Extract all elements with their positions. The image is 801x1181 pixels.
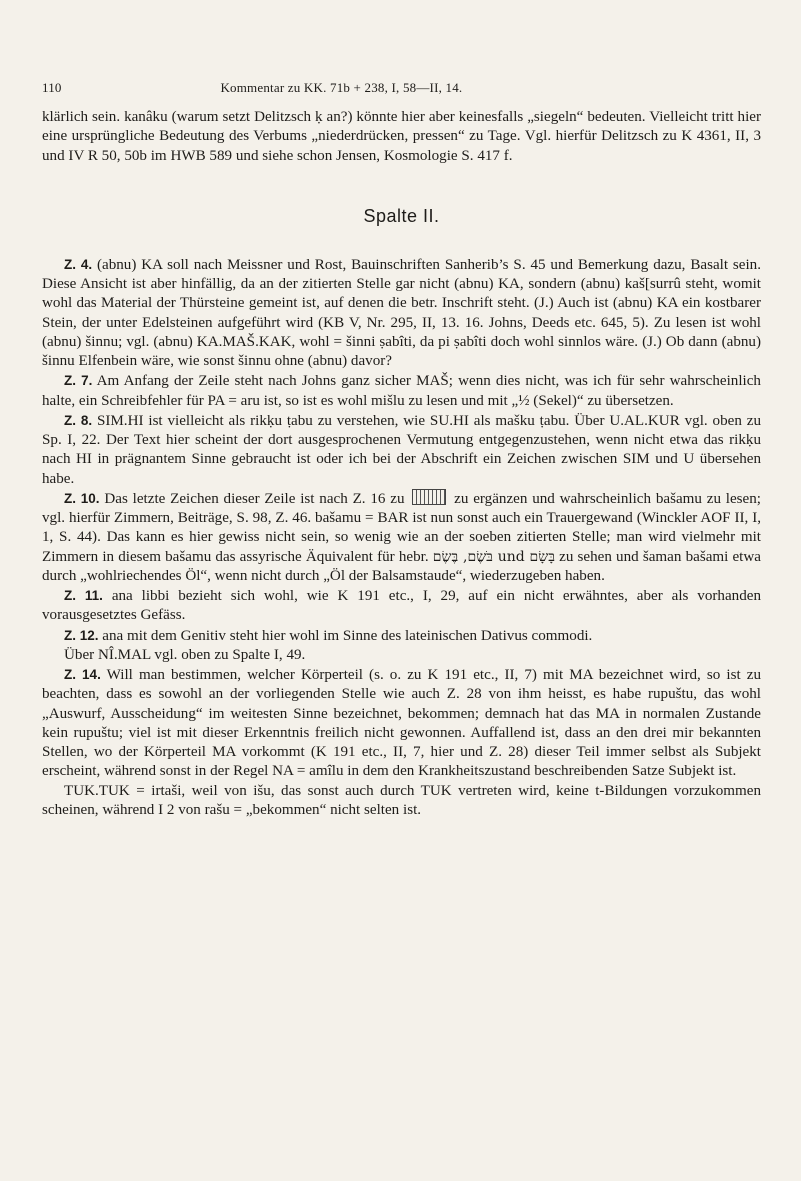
- paragraph-z4: [42, 255, 761, 372]
- line-label: Z. 10.: [64, 490, 100, 506]
- page-number: 110: [42, 80, 62, 95]
- paragraph-text: Über NÎ.MAL vgl. oben zu Spalte I, 49.: [64, 646, 306, 663]
- hebrew-words: בֹּשֶׂם, בֶּשֶׂם und בָּשָׂם: [432, 548, 555, 565]
- running-head: [42, 80, 761, 96]
- paragraph-text-after: zu ergänzen und wahrscheinlich bašamu zu lesen; vgl. hierfür Zimmern, Beiträge, S. 98, Z. 46. bašamu = BAR ist nun sonst auch ein Trauergewand (Winckler AOF II, I, 1, S. 44). Das kann es hier gewiss nicht sein, so wenig wie an der soeben zitierten Stelle; man wird vielmehr mit Zimmern in diesem bašamu das assyrische Äquivalent für hebr.: [42, 490, 761, 565]
- paragraph-text-end: zu sehen und šaman bašami etwa durch „wohlriechendes Öl“, wenn nicht durch „Öl der Balsamstaude“, wiederzugeben haben.: [42, 548, 761, 584]
- paragraph-nimal: [42, 646, 761, 665]
- line-label: Z. 7.: [64, 373, 93, 389]
- intro-paragraph: klärlich sein. kanâku (warum setzt Delitzsch ḳ an?) könnte hier aber keinesfalls „siegeln“ bedeuten. Vielleicht tritt hier eine ursprüngliche Bedeutung des Verbums „niederdrücken, pressen“ zu Tage. Vgl. hierfür Delitzsch zu K 4361, II, 3 und IV R 50, 50b im HWB 589 und siehe schon Jensen, Kosmologie S. 417 f.: [42, 109, 761, 164]
- paragraph-tuk: [42, 782, 761, 821]
- paragraph-text: (abnu) KA soll nach Meissner und Rost, Bauinschriften Sanherib’s S. 45 und Bemerkung dazu, Basalt sein. Diese Ansicht ist aber hinfällig, da an der zitierten Stelle gar nicht (abnu) KA, sondern (abnu) kaš[surrû steht, womit wohl das Material der Thürsteine gemeint ist, auf denen die betr. Inschrift steht. (J.) Auch ist (abnu) KA ein kostbarer Stein, der unter Edelsteinen aufgeführt wird (KB V, Nr. 295, II, 13. 16. Johns, Deeds etc. 645, 5). Zu lesen ist wohl (abnu) šinnu; vgl. (abnu) KA.MAŠ.KAK, wohl = šinni ṣabîti, da pi ṣabîti doch wohl sinnlos wäre. (J.) Ob dann (abnu) šinnu Elfenbein wäre, wie sonst šinnu ohne (abnu) davor?: [42, 256, 761, 369]
- paragraph-z8: [42, 411, 761, 489]
- paragraph-text: Will man bestimmen, welcher Körperteil (s. o. zu K 191 etc., II, 7) mit MA bezeichnet wird, so ist zu beachten, dass es sowohl an der vorliegenden Stelle wie auch Z. 28 von ihm heisst, es habe rupuštu, das wohl „Auswurf, Ausscheidung“ im weitesten Sinne bezeichnet, bekommen; demnach hat das MA in normalen Zustande kein rupuštu; viel ist mit dieser Erkenntnis freilich nicht gewonnen. Auffallend ist, dass an den drei mir bekannten Stellen, wo der Körperteil MA vorkommt (K 191 etc., II, 7, hier und Z. 28) dieser Teil immer selbst als Subjekt erscheint, während sonst in der Regel NA = amîlu in dem den Krankheitszustand beschreibenden Satze Subjekt ist.: [42, 667, 761, 780]
- paragraph-text: TUK.TUK = irtaši, weil von išu, das sonst auch durch TUK vertreten wird, keine t-Bildungen vorzukommen scheinen, während I 2 von rašu = „bekommen“ nicht selten ist.: [42, 782, 761, 818]
- section-title: Spalte II.: [363, 205, 440, 226]
- paragraph-z10: [42, 489, 761, 586]
- paragraph-z12: [42, 626, 761, 646]
- paragraph-text: ana mit dem Genitiv steht hier wohl im Sinne des lateinischen Dativus commodi.: [102, 627, 593, 644]
- paragraph-z7: [42, 371, 761, 411]
- line-label: Z. 11.: [64, 588, 103, 603]
- paragraph-z11: [42, 586, 761, 626]
- cuneiform-sign-icon: [412, 489, 446, 505]
- line-label: Z. 8.: [64, 412, 93, 428]
- paragraph-text: Am Anfang der Zeile steht nach Johns ganz sicher MAŠ; wenn dies nicht, was ich für sehr wahrscheinlich halte, ein Schreibfehler für PA = aru ist, so ist es wohl mišlu zu lesen und mit „½ (Sekel)“ zu übersetzen.: [42, 373, 761, 409]
- running-head-text: Kommentar zu KK. 71b + 238, I, 58—II, 14.: [220, 80, 463, 95]
- line-label: Z. 12.: [64, 627, 99, 643]
- paragraph-text: ana libbi bezieht sich wohl, wie K 191 etc., I, 29, auf ein nicht erwähntes, aber als vorhanden vorausgesetztes Gefäss.: [42, 588, 761, 624]
- paragraph-text-before: Das letzte Zeichen dieser Zeile ist nach Z. 16 zu: [104, 490, 405, 507]
- line-label: Z. 14.: [64, 667, 101, 682]
- line-label: Z. 4.: [64, 256, 93, 272]
- paragraph-text: SIM.HI ist vielleicht als rikḳu ṭabu zu verstehen, wie SU.HI als mašku ṭabu. Über U.AL.KUR vgl. oben zu Sp. I, 22. Der Text hier scheint der dort ausgesprochenen Vermutung entgegenzustehen, wenn nicht etwa das rikḳu nach HI in prägnantem Sinne gebraucht ist oder ich bei der Abschrift ein Zeichen zwischen SIM und U übersehen habe.: [42, 412, 761, 487]
- paragraph-z14: [42, 665, 761, 782]
- page-body: [42, 108, 761, 820]
